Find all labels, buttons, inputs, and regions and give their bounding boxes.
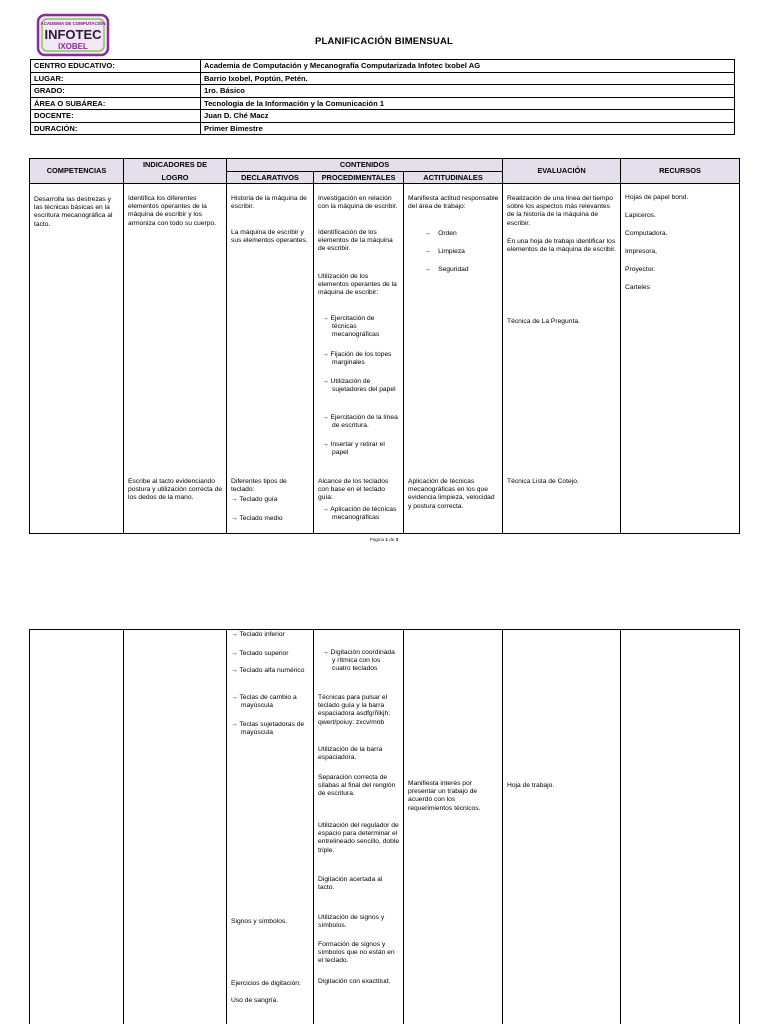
procedimental-8: Digitación con exactitud. <box>318 978 391 985</box>
info-label: DOCENTE: <box>31 110 201 123</box>
declarativo-item: → Teclas sujetadoras de mayúscula <box>231 721 305 737</box>
info-label: GRADO: <box>31 85 201 98</box>
cell-indicadores <box>124 184 227 534</box>
declarativo-2: Signos y símbolos. <box>231 918 288 925</box>
declarativo-3: Diferentes tipos de teclado: <box>231 478 287 494</box>
cell-indicadores <box>124 630 227 1024</box>
cell-evaluacion <box>503 184 621 534</box>
procedimental-item: → Ejercitación de la línea de escritura. <box>322 414 398 430</box>
infotec-logo <box>36 11 110 57</box>
cell-competencias <box>30 184 124 534</box>
declarativo-3b: Uso de sangría. <box>231 997 279 1004</box>
declarativo-3a: → Teclado guía <box>231 496 278 503</box>
evaluacion-3: Técnica de La Pregunta. <box>507 318 580 325</box>
procedimental-item: → Fijación de los topes marginales <box>322 351 392 367</box>
svg-text:ACADEMIA DE COMPUTACIÓN: ACADEMIA DE COMPUTACIÓN <box>40 21 106 26</box>
info-value: 1ro. Básico <box>201 85 735 98</box>
info-value: Academia de Computación y Mecanografía Computarizada Infotec Ixobel AG <box>201 60 735 73</box>
recurso-item: Impresora, <box>625 248 657 255</box>
indicador-1: Identifica los diferentes elementos operantes de la máquina de escribir y los armoniza con todo su cuerpo. <box>128 195 217 227</box>
cell-declarativos <box>227 184 314 534</box>
declarativo-1: Historia de la máquina de escribir. <box>231 195 307 211</box>
actitudinal-1: Manifiesta actitud responsable del área de trabajo: <box>408 195 499 211</box>
actitudinal-2: Aplicación de técnicas mecanográficas en los que evidencia limpieza, velocidad y postura correcta. <box>408 478 495 510</box>
cell-recursos <box>621 630 740 1024</box>
declarativo-3b: → Teclado medio <box>231 515 283 522</box>
procedimental-4a: → Aplicación de técnicas mecanográficas <box>322 506 397 522</box>
indicador-2: Escribe al tacto evidenciando postura y utilización correcta de los dedos de la mano. <box>128 478 223 502</box>
evaluacion-2: En una hoja de trabajo identificar los elementos de la máquina de escribir. <box>507 238 616 254</box>
procedimental-2: Utilización de la barra espaciadora. <box>318 746 383 762</box>
info-label: DURACIÓN: <box>31 122 201 135</box>
header-procedimentales: PROCEDIMENTALES <box>314 172 404 184</box>
header-contenidos: CONTENIDOS <box>227 159 503 172</box>
info-row <box>31 60 735 73</box>
cell-actitudinales <box>404 184 503 534</box>
cell-declarativos <box>227 630 314 1024</box>
info-row <box>31 85 735 98</box>
declarativo-item: → Teclado alfa numérico <box>231 667 305 674</box>
svg-text:INFOTEC: INFOTEC <box>44 27 102 42</box>
cell-evaluacion <box>503 630 621 1024</box>
declarativo-item: → Teclado inferior <box>231 631 285 638</box>
info-row <box>31 122 735 135</box>
header-competencias: COMPETENCIAS <box>30 159 124 184</box>
procedimental-7: Formación de signos y símbolos que no están en el teclado. <box>318 941 395 965</box>
info-row <box>31 110 735 123</box>
info-value: Juan D. Ché Macz <box>201 110 735 123</box>
declarativo-item: → Teclado superior <box>231 650 289 657</box>
info-row <box>31 97 735 110</box>
procedimental-3: Separación correcta de sílabas al final del renglón de escritura. <box>318 774 396 798</box>
evaluacion-1: Hoja de trabajo. <box>507 782 555 789</box>
header-recursos: RECURSOS <box>621 159 740 184</box>
planning-table <box>29 158 740 534</box>
cell-procedimentales <box>314 184 404 534</box>
procedimental-5: Digitación acertada al tacto. <box>318 876 383 892</box>
procedimental-3: Utilización de los elementos operantes de la máquina de escribir: <box>318 273 397 297</box>
procedimental-item: → Ejercitación de técnicas mecanográficas <box>322 315 380 339</box>
declarativo-2: La máquina de escribir y sus elementos operantes. <box>231 229 308 245</box>
declarativo-item: → Teclas de cambio a mayúscula <box>231 694 297 710</box>
info-label: CENTRO EDUCATIVO: <box>31 60 201 73</box>
cell-procedimentales <box>314 630 404 1024</box>
header-indicadores: INDICADORES DE LOGRO <box>124 159 227 184</box>
info-label: ÁREA O SUBÁREA: <box>31 97 201 110</box>
info-value: Primer Bimestre <box>201 122 735 135</box>
procedimental-2: Identificación de los elementos de la máquina de escribir. <box>318 229 393 253</box>
info-label: LUGAR: <box>31 72 201 85</box>
procedimental-1: Investigación en relación con la máquina de escribir. <box>318 195 398 211</box>
procedimental-4: Utilización del regulador de espacio para determinar el entrelineado sencillo, doble triple. <box>318 822 400 854</box>
competencia-text: Desarrolla las destrezas y las técnicas básicas en la escritura mecanográfica al tacto. <box>34 196 113 228</box>
cell-actitudinales <box>404 630 503 1024</box>
recurso-item: Hojas de papel bond. <box>625 194 689 201</box>
actitudinal-item: → Seguridad <box>424 266 469 273</box>
document-title: PLANIFICACIÓN BIMENSUAL <box>314 36 454 47</box>
procedimental-6: Utilización de signos y símbolos. <box>318 914 385 930</box>
info-value: Barrio Ixobel, Poptún, Petén. <box>201 72 735 85</box>
procedimental-4: Alcance de los teclados con base en el teclado guía: <box>318 478 389 502</box>
evaluacion-4: Técnica Lista de Cotejo. <box>507 478 579 485</box>
actitudinal-item: → Orden <box>424 230 457 237</box>
declarativo-3: Ejercicios de digitación: <box>231 980 301 987</box>
procedimental-item: → Digitación coordinada y rítmica con los cuatro teclados <box>322 649 395 673</box>
recurso-item: Lapiceros. <box>625 212 656 219</box>
planning-table-continued <box>29 629 740 1024</box>
recurso-item: Computadora. <box>625 230 668 237</box>
info-value: Tecnología de la Información y la Comunicación 1 <box>201 97 735 110</box>
page-number: Página 1 de 3 <box>369 537 399 542</box>
recurso-item: Proyector. <box>625 266 656 273</box>
procedimental-item: → Insertar y retirar el papel <box>322 441 385 457</box>
info-row <box>31 72 735 85</box>
procedimental-item: → Utilización de sujetadores del papel <box>322 378 396 394</box>
recurso-item: Carteles <box>625 284 650 291</box>
header-actitudinales: ACTITUDINALES <box>404 172 503 184</box>
actitudinal-item: → Limpieza <box>424 248 465 255</box>
svg-text:IXOBEL: IXOBEL <box>58 42 88 51</box>
evaluacion-1: Realización de una línea del tiempo sobre los aspectos más relevantes de la historia de la máquina de escribir. <box>507 195 613 227</box>
cell-recursos <box>621 184 740 534</box>
procedimental-1: Técnicas para pulsar el teclado guía y la barra espaciadora asdfg/ñlkjh; qwert/poiuy: zxcv/mnb <box>318 694 391 726</box>
header-declarativos: DECLARATIVOS <box>227 172 314 184</box>
cell-competencias <box>30 630 124 1024</box>
header-evaluacion: EVALUACIÓN <box>503 159 621 184</box>
actitudinal-1: Manifiesta interés por presentar un trabajo de acuerdo con los requerimientos técnicos. <box>408 780 481 812</box>
info-table <box>30 59 735 135</box>
